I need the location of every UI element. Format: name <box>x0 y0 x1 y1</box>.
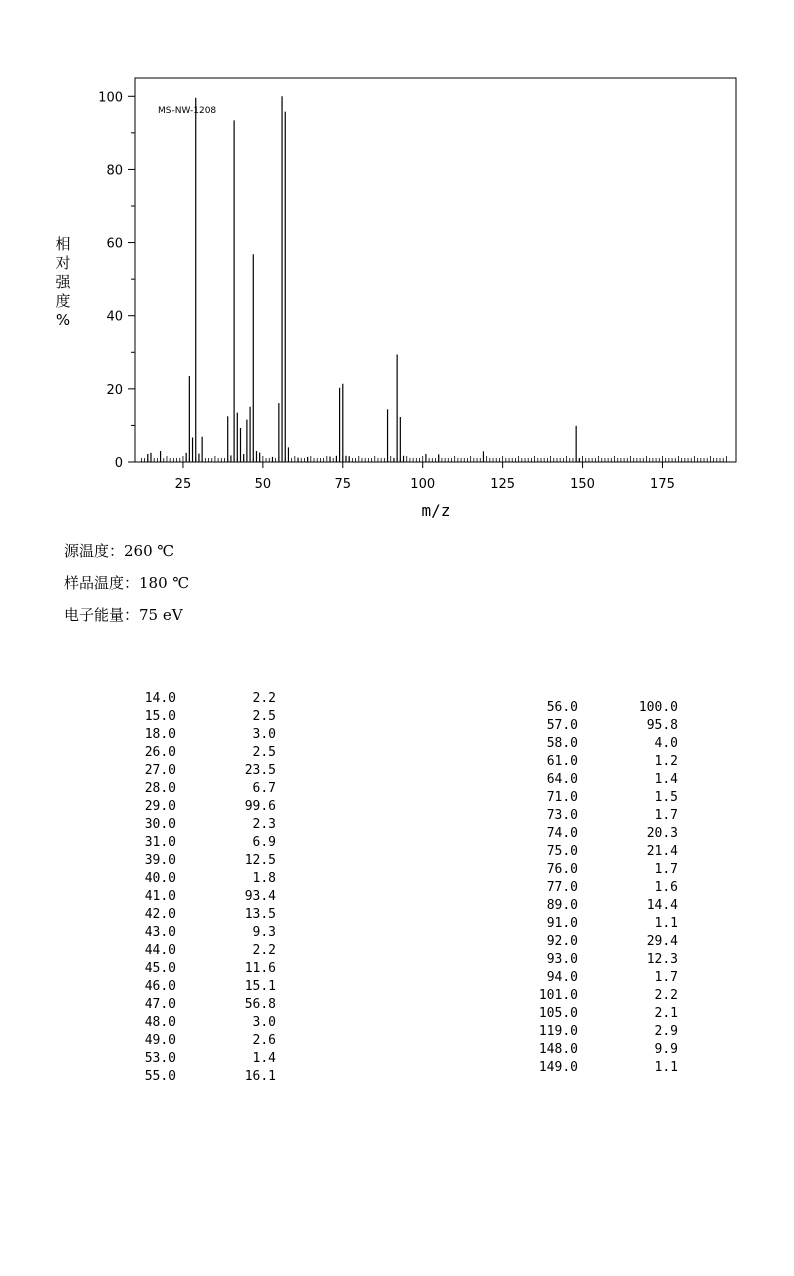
table-row <box>136 726 276 744</box>
mz-value: 149.0 <box>538 1060 578 1075</box>
mz-value: 92.0 <box>546 934 578 949</box>
mz-value: 26.0 <box>144 745 176 760</box>
table-row <box>136 780 276 798</box>
table-row <box>538 1059 678 1077</box>
source-temperature: 源温度：260 ℃ <box>64 542 175 560</box>
intensity-value: 6.9 <box>252 835 276 850</box>
table-row <box>136 924 276 942</box>
table-row <box>136 852 276 870</box>
table-row <box>136 816 276 834</box>
spectrum-peaks <box>148 96 580 462</box>
table-row <box>136 708 276 726</box>
mz-value: 29.0 <box>144 799 176 814</box>
table-row <box>136 870 276 888</box>
intensity-value: 21.4 <box>646 844 678 859</box>
intensity-value: 3.0 <box>252 1015 276 1030</box>
intensity-value: 4.0 <box>654 736 678 751</box>
intensity-value: 16.1 <box>244 1069 276 1084</box>
intensity-value: 2.5 <box>252 745 276 760</box>
intensity-value: 11.6 <box>244 961 276 976</box>
table-row <box>538 735 678 753</box>
mz-value: 93.0 <box>546 952 578 967</box>
mz-value: 57.0 <box>546 718 578 733</box>
table-row <box>136 834 276 852</box>
intensity-value: 2.5 <box>252 709 276 724</box>
mz-value: 46.0 <box>144 979 176 994</box>
table-row <box>538 879 678 897</box>
table-row <box>538 951 678 969</box>
x-tick-label: 50 <box>254 477 272 492</box>
table-row <box>538 987 678 1005</box>
intensity-value: 2.3 <box>252 817 276 832</box>
table-row <box>136 1032 276 1050</box>
x-tick-label: 100 <box>410 477 436 492</box>
mz-value: 73.0 <box>546 808 578 823</box>
intensity-value: 6.7 <box>252 781 276 796</box>
mz-value: 47.0 <box>144 997 176 1012</box>
intensity-value: 1.4 <box>654 772 678 787</box>
table-row <box>538 717 678 735</box>
intensity-value: 56.8 <box>244 997 276 1012</box>
y-tick-label: 100 <box>98 90 123 106</box>
y-tick-label: 40 <box>106 309 123 325</box>
mz-value: 42.0 <box>144 907 176 922</box>
mz-value: 18.0 <box>144 727 176 742</box>
intensity-value: 23.5 <box>244 763 276 778</box>
intensity-value: 1.7 <box>654 808 678 823</box>
mz-value: 15.0 <box>144 709 176 724</box>
intensity-value: 2.9 <box>654 1024 678 1039</box>
y-axis-label-char: 对 <box>55 254 71 272</box>
y-tick-label: 80 <box>106 163 123 179</box>
x-tick-label: 125 <box>490 477 516 492</box>
y-tick-label: 60 <box>106 236 123 252</box>
intensity-value: 20.3 <box>646 826 678 841</box>
y-axis-label-char: 度 <box>55 292 71 310</box>
y-axis-label <box>55 235 71 329</box>
intensity-value: 1.1 <box>654 1060 678 1075</box>
table-row <box>538 1041 678 1059</box>
mz-value: 94.0 <box>546 970 578 985</box>
intensity-value: 14.4 <box>646 898 678 913</box>
table-row <box>538 771 678 789</box>
x-tick-label: 25 <box>174 477 192 492</box>
intensity-value: 2.6 <box>252 1033 276 1048</box>
x-axis-label: m/z <box>421 501 451 520</box>
mz-value: 119.0 <box>538 1024 578 1039</box>
intensity-value: 99.6 <box>244 799 276 814</box>
table-row <box>136 996 276 1014</box>
plot-frame <box>135 78 736 462</box>
intensity-value: 29.4 <box>646 934 678 949</box>
mz-value: 61.0 <box>546 754 578 769</box>
table-row <box>538 897 678 915</box>
table-row <box>136 744 276 762</box>
peak-table-right <box>538 699 678 1077</box>
intensity-value: 2.2 <box>252 943 276 958</box>
mz-value: 27.0 <box>144 763 176 778</box>
intensity-value: 1.7 <box>654 862 678 877</box>
mz-value: 76.0 <box>546 862 578 877</box>
peak-table-left <box>136 690 276 1086</box>
mz-value: 74.0 <box>546 826 578 841</box>
mz-value: 41.0 <box>144 889 176 904</box>
mz-value: 45.0 <box>144 961 176 976</box>
table-row <box>136 942 276 960</box>
x-tick-label: 150 <box>570 477 595 492</box>
intensity-value: 12.5 <box>244 853 276 868</box>
table-row <box>136 960 276 978</box>
mz-value: 44.0 <box>144 943 176 958</box>
table-row <box>538 843 678 861</box>
x-axis <box>141 456 726 492</box>
table-row <box>136 888 276 906</box>
mz-value: 89.0 <box>546 898 578 913</box>
intensity-value: 2.2 <box>252 691 276 706</box>
mz-value: 43.0 <box>144 925 176 940</box>
table-row <box>538 699 678 717</box>
electron-energy: 电子能量：75 eV <box>64 606 183 624</box>
intensity-value: 1.7 <box>654 970 678 985</box>
table-row <box>538 825 678 843</box>
mz-value: 148.0 <box>538 1042 578 1057</box>
mz-value: 49.0 <box>144 1033 176 1048</box>
intensity-value: 1.1 <box>654 916 678 931</box>
intensity-value: 12.3 <box>646 952 678 967</box>
table-row <box>136 978 276 996</box>
table-row <box>538 1005 678 1023</box>
y-axis-label-char: 强 <box>55 273 71 291</box>
mz-value: 75.0 <box>546 844 578 859</box>
x-tick-label: 175 <box>650 477 675 492</box>
y-axis-label-char: 相 <box>55 235 71 253</box>
table-row <box>538 933 678 951</box>
x-tick-label: 75 <box>334 477 352 492</box>
intensity-value: 93.4 <box>244 889 276 904</box>
table-row <box>136 1068 276 1086</box>
intensity-value: 1.4 <box>252 1051 276 1066</box>
mz-value: 105.0 <box>538 1006 578 1021</box>
mz-value: 64.0 <box>546 772 578 787</box>
table-row <box>136 762 276 780</box>
intensity-value: 2.2 <box>654 988 678 1003</box>
mass-spectrum-chart <box>0 0 794 530</box>
mz-value: 53.0 <box>144 1051 176 1066</box>
mz-value: 30.0 <box>144 817 176 832</box>
mz-value: 101.0 <box>538 988 578 1003</box>
intensity-value: 100.0 <box>638 700 678 715</box>
y-axis <box>98 90 135 471</box>
table-row <box>538 969 678 987</box>
y-tick-label: 0 <box>114 456 123 471</box>
mz-value: 39.0 <box>144 853 176 868</box>
intensity-value: 9.3 <box>252 925 276 940</box>
table-row <box>136 690 276 708</box>
mz-value: 91.0 <box>546 916 578 931</box>
intensity-value: 1.2 <box>654 754 678 769</box>
mz-value: 71.0 <box>546 790 578 805</box>
intensity-value: 13.5 <box>244 907 276 922</box>
table-row <box>136 906 276 924</box>
table-row <box>538 861 678 879</box>
intensity-value: 15.1 <box>244 979 276 994</box>
intensity-value: 9.9 <box>654 1042 678 1057</box>
mz-value: 58.0 <box>546 736 578 751</box>
intensity-value: 1.5 <box>654 790 678 805</box>
sample-temperature: 样品温度：180 ℃ <box>64 574 190 592</box>
table-row <box>538 753 678 771</box>
table-row <box>538 1023 678 1041</box>
mz-value: 28.0 <box>144 781 176 796</box>
table-row <box>538 789 678 807</box>
y-tick-label: 20 <box>106 382 123 398</box>
table-row <box>136 1050 276 1068</box>
intensity-value: 1.6 <box>654 880 678 895</box>
mz-value: 48.0 <box>144 1015 176 1030</box>
y-axis-label-char: % <box>55 311 71 329</box>
mz-value: 14.0 <box>144 691 176 706</box>
mz-value: 40.0 <box>144 871 176 886</box>
intensity-value: 1.8 <box>252 871 276 886</box>
mz-value: 56.0 <box>546 700 578 715</box>
mz-value: 31.0 <box>144 835 176 850</box>
mz-value: 55.0 <box>144 1069 176 1084</box>
mz-value: 77.0 <box>546 880 578 895</box>
table-row <box>538 807 678 825</box>
intensity-value: 2.1 <box>654 1006 678 1021</box>
chart-title: MS-NW-1208 <box>158 106 217 116</box>
table-row <box>136 798 276 816</box>
table-row <box>538 915 678 933</box>
table-row <box>136 1014 276 1032</box>
intensity-value: 3.0 <box>252 727 276 742</box>
intensity-value: 95.8 <box>646 718 678 733</box>
